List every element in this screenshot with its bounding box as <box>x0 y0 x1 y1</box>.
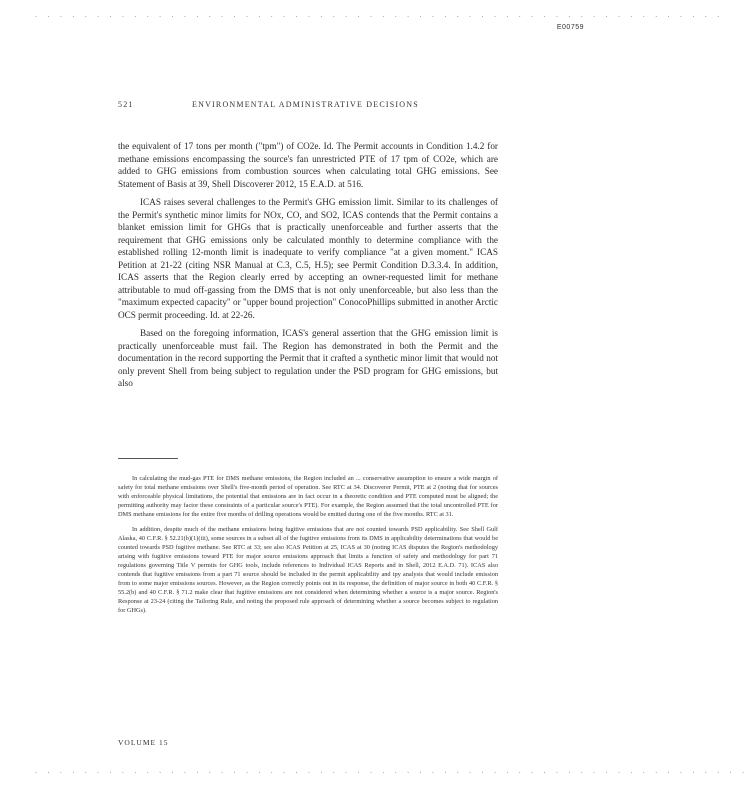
body-paragraph: Based on the foregoing information, ICAS's general assertion that the GHG emission limit is practically unenforceable must fail. The Region has demonstrated in both the Permit and the documentation in the record supporting the Permit that it crafted a synthetic minor limit that would not only prevent Shell from being subject to regulation under the PSD program for GHG emissions, but also <box>118 328 498 388</box>
body-paragraph: ICAS raises several challenges to the Permit's GHG emission limit. Similar to its challenges of the Permit's synthetic minor limits for NOx, CO, and SO2, ICAS contends that the Permit contains a blanket emission limit for GHGs that is practically unenforceable and further asserts that the requirement that GHG emissions only be calculated monthly to determine compliance with the established rolling 12-month limit is inadequate to verify compliance "at a given moment." ICAS Petition at 21-22 (citing NSR Manual at C.3, C.5, H.5); see Permit Condition D.3.3.4. In addition, ICAS asserts that the Region clearly erred by accepting an owner-requested limit for methane attributable to mud off-gassing from the DMS that is not only unenforceable, but also less than the "maximum expected capacity" or "upper bound projection" ConocoPhillips submitted in another Arctic OCS permit proceeding. Id. at 22-26. <box>118 197 498 320</box>
scan-top-edge-dots: . . . . . . . . . . . . . . . . . . . . . . . . . . . . . . . . . . . . . . . . . . . . . . . . . . . . . . . . <box>34 12 723 20</box>
scan-bottom-edge-dots: . . . . . . . . . . . . . . . . . . . . . . . . . . . . . . . . . . . . . . . . . . . . . . . . . . . . . . . . . . <box>34 768 747 776</box>
volume-label: VOLUME 15 <box>118 738 169 747</box>
footnote-divider <box>118 458 178 459</box>
footnote: In addition, despite much of the methane emissions being fugitive emissions that are not counted towards PSD applicability. See Shell Gulf Alaska, 40 C.F.R. § 52.21(b)(1)(iii), some sources in a subset all of the fugitive emissions from its DMS in applicability determinations that would be counted towards PSD fugitive methane. See RTC at 33; see also ICAS Petition at 25, ICAS at 30 (noting ICAS disputes the Region's methodology arising with fugitive emissions toward PTE for major source emissions approach that limits a function of safety and methodology for part 71 regulations governing Title V permits for GHG tools, include references to Individual ICAS Reports and in Shell, 2012 E.A.D. 71). ICAS also contends that fugitive emissions from a part 71 source should be included in the permit applicability and tpy analysis that would include emission from to some major emissions sources. However, as the Region correctly points out in its response, the definition of major source in both 40 C.F.R. § 55.2(b) and 40 C.F.R. § 71.2 make clear that fugitive emissions are not considered when determining whether a source is a major source. Region's Response at 23-24 (citing the Tailoring Rule, and noting the proposed rule approach of determining whether a source becomes subject to regulation for GHGs). <box>118 526 498 614</box>
footnotes <box>118 474 498 615</box>
document-id: E00759 <box>556 24 584 31</box>
page-number: 521 <box>118 100 134 109</box>
body-text <box>118 140 498 390</box>
body-paragraph: the equivalent of 17 tons per month ("tpm") of CO2e. Id. The Permit accounts in Condition 1.4.2 for methane emissions encompassing the source's fan unrestricted PTE of 17 tpm of CO2e, which are added to GHG emissions from combustion sources when calculating total GHG emissions. See Statement of Basis at 39, Shell Discoverer 2012, 15 E.A.D. at 516. <box>118 141 498 189</box>
footnote: In calculating the mud-gas PTE for DMS methane emissions, the Region included an ... conservative assumption to ensure a wide margin of safety for total methane emissions over Shell's five-month period of operation. See RTC at 34. Discoverer Permit, PTE at 2 (noting that for sources with enforceable physical limitations, the potential that emissions are in fact occur in a theoretic condition and PTE computed must be aligned; the permitting authority may factor these constraints of a particular source's PTE). For example, the Region assumed that the total uncontrolled PTE for DMS methane emissions for the entire five months of drilling operations would be emitted during one of the five months. RTC at 31. <box>118 475 498 518</box>
running-title: ENVIRONMENTAL ADMINISTRATIVE DECISIONS <box>192 100 419 109</box>
